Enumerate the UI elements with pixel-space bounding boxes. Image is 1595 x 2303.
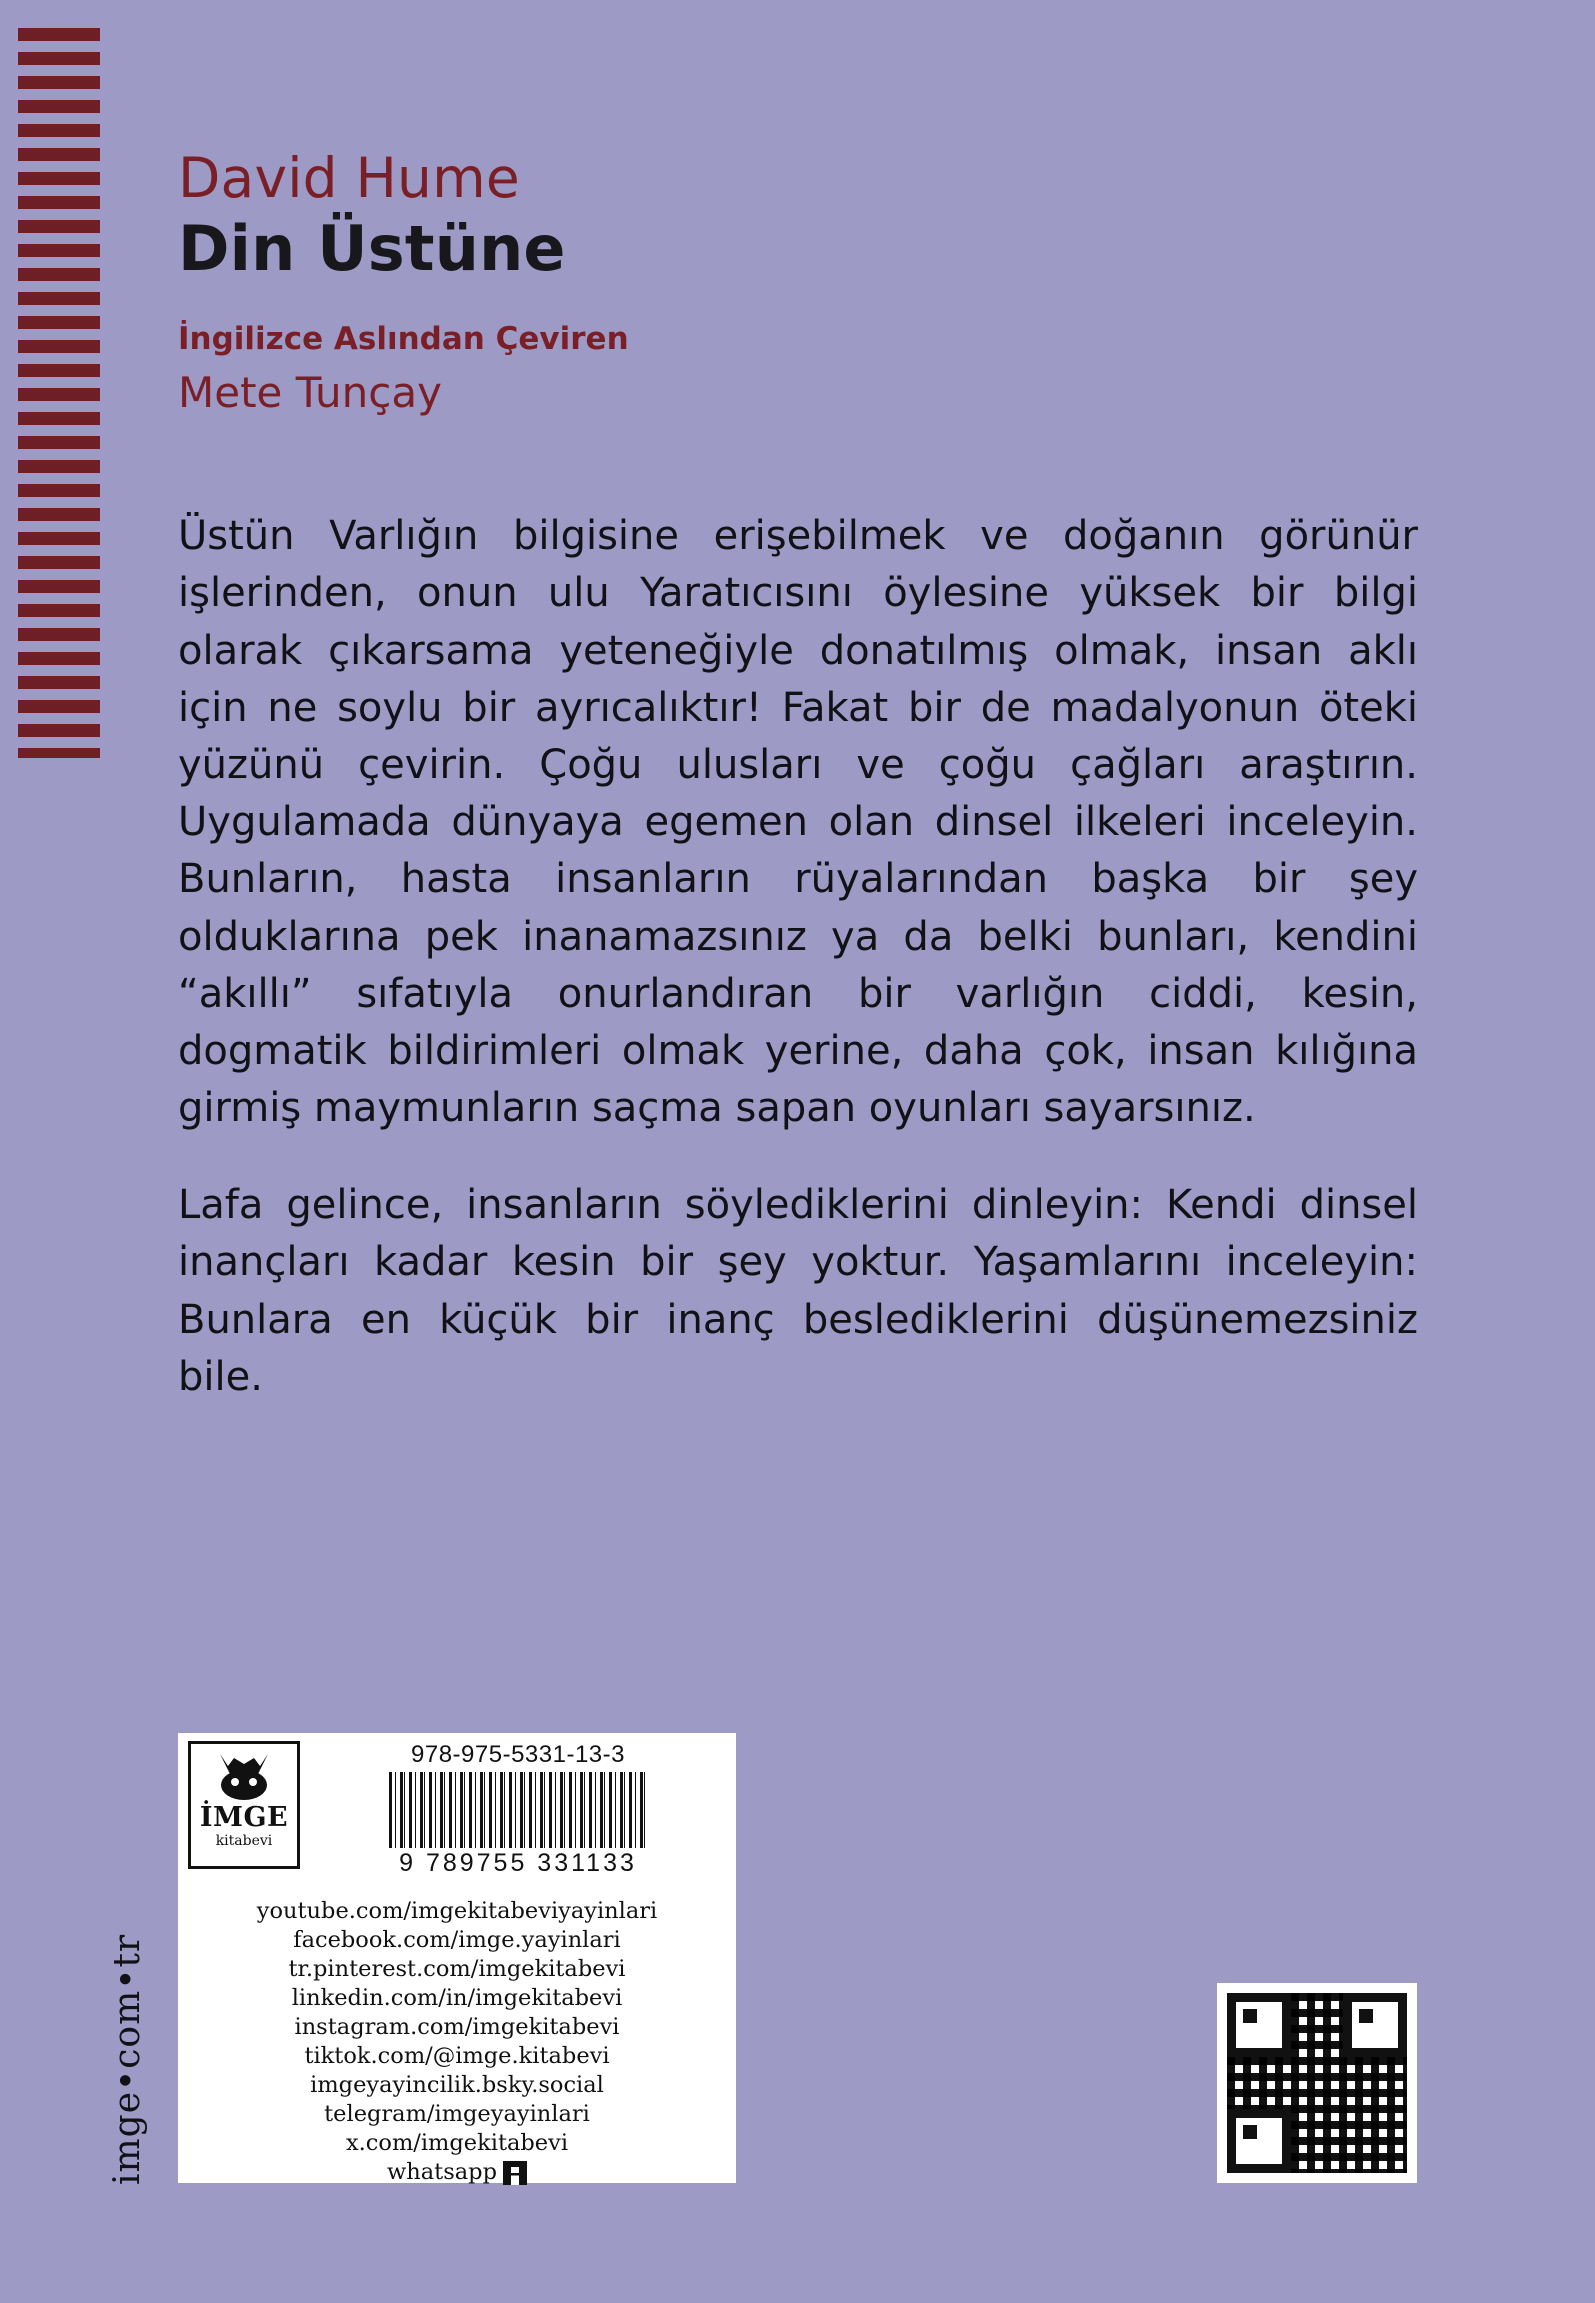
back-cover-content <box>178 146 1418 1406</box>
qr-finder-icon <box>1343 1993 1407 2057</box>
social-link: youtube.com/imgekitabeviyayinlari <box>256 1898 658 1924</box>
publisher-top-row <box>188 1741 726 1891</box>
decorative-stripe-block <box>18 28 100 758</box>
blurb-paragraph: Lafa gelince, insanların söylediklerini dinleyin: Kendi dinsel inançları kadar kesin bir şey yoktur. Yaşamlarını inceleyin: Bunlara en küçük bir inanç beslediklerini düşünemezsiniz bile. <box>178 1182 1418 1400</box>
social-link: instagram.com/imgekitabevi <box>294 2014 620 2041</box>
whatsapp-qr-icon <box>503 2161 527 2185</box>
publisher-barcode-card <box>178 1733 736 2186</box>
book-title: Din Üstüne <box>178 211 566 285</box>
social-link: tr.pinterest.com/imgekitabevi <box>288 1956 626 1983</box>
translator-label: İngilizce Aslından Çeviren <box>178 320 629 357</box>
social-link: tiktok.com/@imge.kitabevi <box>304 2043 610 2070</box>
author-name: David Hume <box>178 146 520 210</box>
qr-code <box>1217 1983 1417 2183</box>
qr-finder-icon <box>1227 1993 1291 2057</box>
whatsapp-label: whatsapp <box>387 2159 497 2186</box>
social-link: imgeyayincilik.bsky.social <box>310 2072 604 2099</box>
qr-code-pattern <box>1227 1993 1407 2173</box>
social-links-list <box>188 1897 726 2187</box>
barcode-area <box>310 1741 726 1878</box>
blurb-paragraph: Üstün Varlığın bilgisine erişebilmek ve doğanın görünür işlerinden, onun ulu Yaratıcısını öylesine yüksek bir bilgi olarak çıkarsama yeteneğiyle donatılmış olmak, insan aklı için ne soylu bir ayrıcalıktır! Fakat bir de madalyonun öteki yüzünü çevirin. Çoğu ulusları ve çoğu çağları araştırın. Uygulamada dünyaya egemen olan dinsel ilkeleri inceleyin. Bunların, hasta insanların rüyalarından başka bir şey olduklarına pek inanamazsınız ya da belki bunları, kendini “akıllı” sıfatıyla onurlandıran bir varlığın ciddi, kesin, dogmatik bildirimleri olmak yerine, daha çok, insan kılığına girmiş maymunların saçma sapan oyunları sayarsınız. <box>178 513 1418 1132</box>
publisher-logo-name: İMGE <box>199 1802 289 1833</box>
barcode-icon <box>389 1772 647 1848</box>
social-link: linkedin.com/in/imgekitabevi <box>291 1985 623 2012</box>
cat-icon <box>214 1748 274 1802</box>
social-link: x.com/imgekitabevi <box>345 2130 569 2157</box>
qr-finder-icon <box>1227 2109 1291 2173</box>
publisher-logo-subtitle: kitabevi <box>215 1833 273 1849</box>
isbn-number: 978-975-5331-13-3 <box>411 1741 625 1768</box>
vertical-domain-text: imge•com•tr <box>107 1933 148 2185</box>
social-link: facebook.com/imge.yayinlari <box>293 1927 621 1954</box>
social-link: telegram/imgeyayinlari <box>324 2101 590 2128</box>
barcode-digits: 9 789755 331133 <box>399 1849 637 1877</box>
publisher-logo <box>188 1741 300 1869</box>
blurb-text <box>178 508 1418 1406</box>
whatsapp-row <box>188 2158 726 2187</box>
translator-name: Mete Tunçay <box>178 368 442 418</box>
